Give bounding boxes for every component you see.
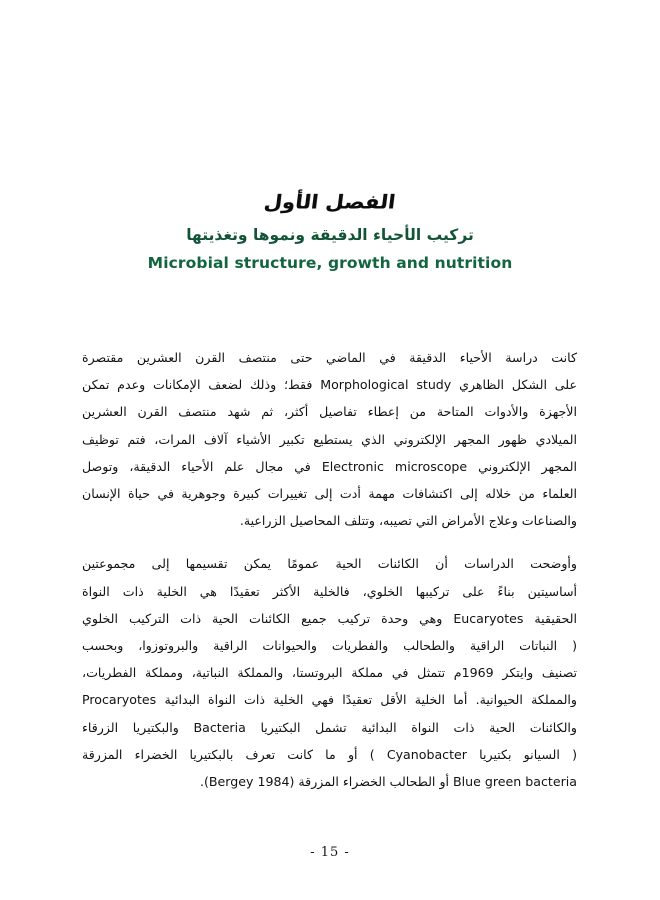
chapter-title-english: Microbial structure, growth and nutrition	[147, 253, 513, 272]
paragraph-2-line-7: والكائنات الحية ذات النواة البدائية تشمل البكتيريا Bacteria والبكتيريا الزرقاء	[82, 719, 578, 735]
chapter-header	[0, 192, 660, 272]
paragraph-2-line-6: والمملكة الحيوانية. أما الخلية الأقل تعقيدًا فهي الخلية ذات النواة البدائية Procaryotes	[82, 692, 577, 708]
paragraph-2-line-8: ( السيانو بكتيريا Cyanobacter ) أو ما كانت تعرف بالبكتيريا الخضراء المزرقة	[82, 746, 577, 762]
paragraph-1-line-3: الأجهزة والأدوات المتاحة من إعطاء تفاصيل أكثر، ثم شهد منتصف القرن العشرين	[82, 404, 577, 420]
paragraph-1-line-6: العلماء من خلاله إلى اكتشافات مهمة أدت إلى تغييرات كبيرة وجوهرية في حياة الإنسان	[82, 486, 577, 502]
paragraph-2-line-3: الحقيقية Eucaryotes وهي وحدة تركيب جميع الكائنات الحية ذات التركيب الخلوي	[82, 610, 577, 626]
paragraph-1-line-2: على الشكل الظاهري Morphological study فقط؛ وذلك لضعف الإمكانات وعدم تمكن	[82, 377, 577, 393]
paragraph-2-line-5: تصنيف وايتكر 1969م تتمثل في مملكة البروتستا، والمملكة النباتية، ومملكة الفطريات،	[82, 665, 577, 681]
paragraph-2-line-1: وأوضحت الدراسات أن الكائنات الحية عمومًا يمكن تقسيمها إلى مجموعتين	[82, 556, 577, 572]
paragraph-2-line-4: ( النباتات الراقية والطحالب والفطريات والحيوانات الراقية والبروتوزوا، وبحسب	[82, 638, 577, 654]
body-text-area	[82, 344, 577, 795]
chapter-calligraphy-heading: الفصل الأول	[263, 191, 398, 214]
paragraph-2	[82, 550, 577, 795]
chapter-title-arabic: تركيب الأحياء الدقيقة ونموها وتغذيتها	[186, 226, 474, 244]
paragraph-1-line-7: والصناعات وعلاج الأمراض التي تصيبه، وتتلف المحاصيل الزراعية.	[239, 513, 577, 529]
paragraph-1-line-5: المجهر الإلكتروني Electronic microscope في مجال علم الأحياء الدقيقة، وتوصل	[82, 458, 578, 474]
paragraph-2-line-9: Blue green bacteria أو الطحالب الخضراء المزرقة (Bergey 1984).	[199, 774, 577, 790]
paragraph-1-line-1: كانت دراسة الأحياء الدقيقة في الماضي حتى منتصف القرن العشرين مقتصرة	[82, 350, 577, 365]
paragraph-1-line-4: الميلادي ظهور المجهر الإلكتروني الذي يستطيع تكبير الأشياء آلاف المرات، فتم توظيف	[82, 431, 577, 447]
page-number-folio: - 15 -	[310, 845, 350, 860]
paragraph-2-line-2: أساسيتين بناءً على تركيبها الخلوي، فالخلية الأكثر تعقيدًا هي الخلية ذات النواة	[82, 583, 577, 599]
paragraph-1	[82, 344, 577, 534]
